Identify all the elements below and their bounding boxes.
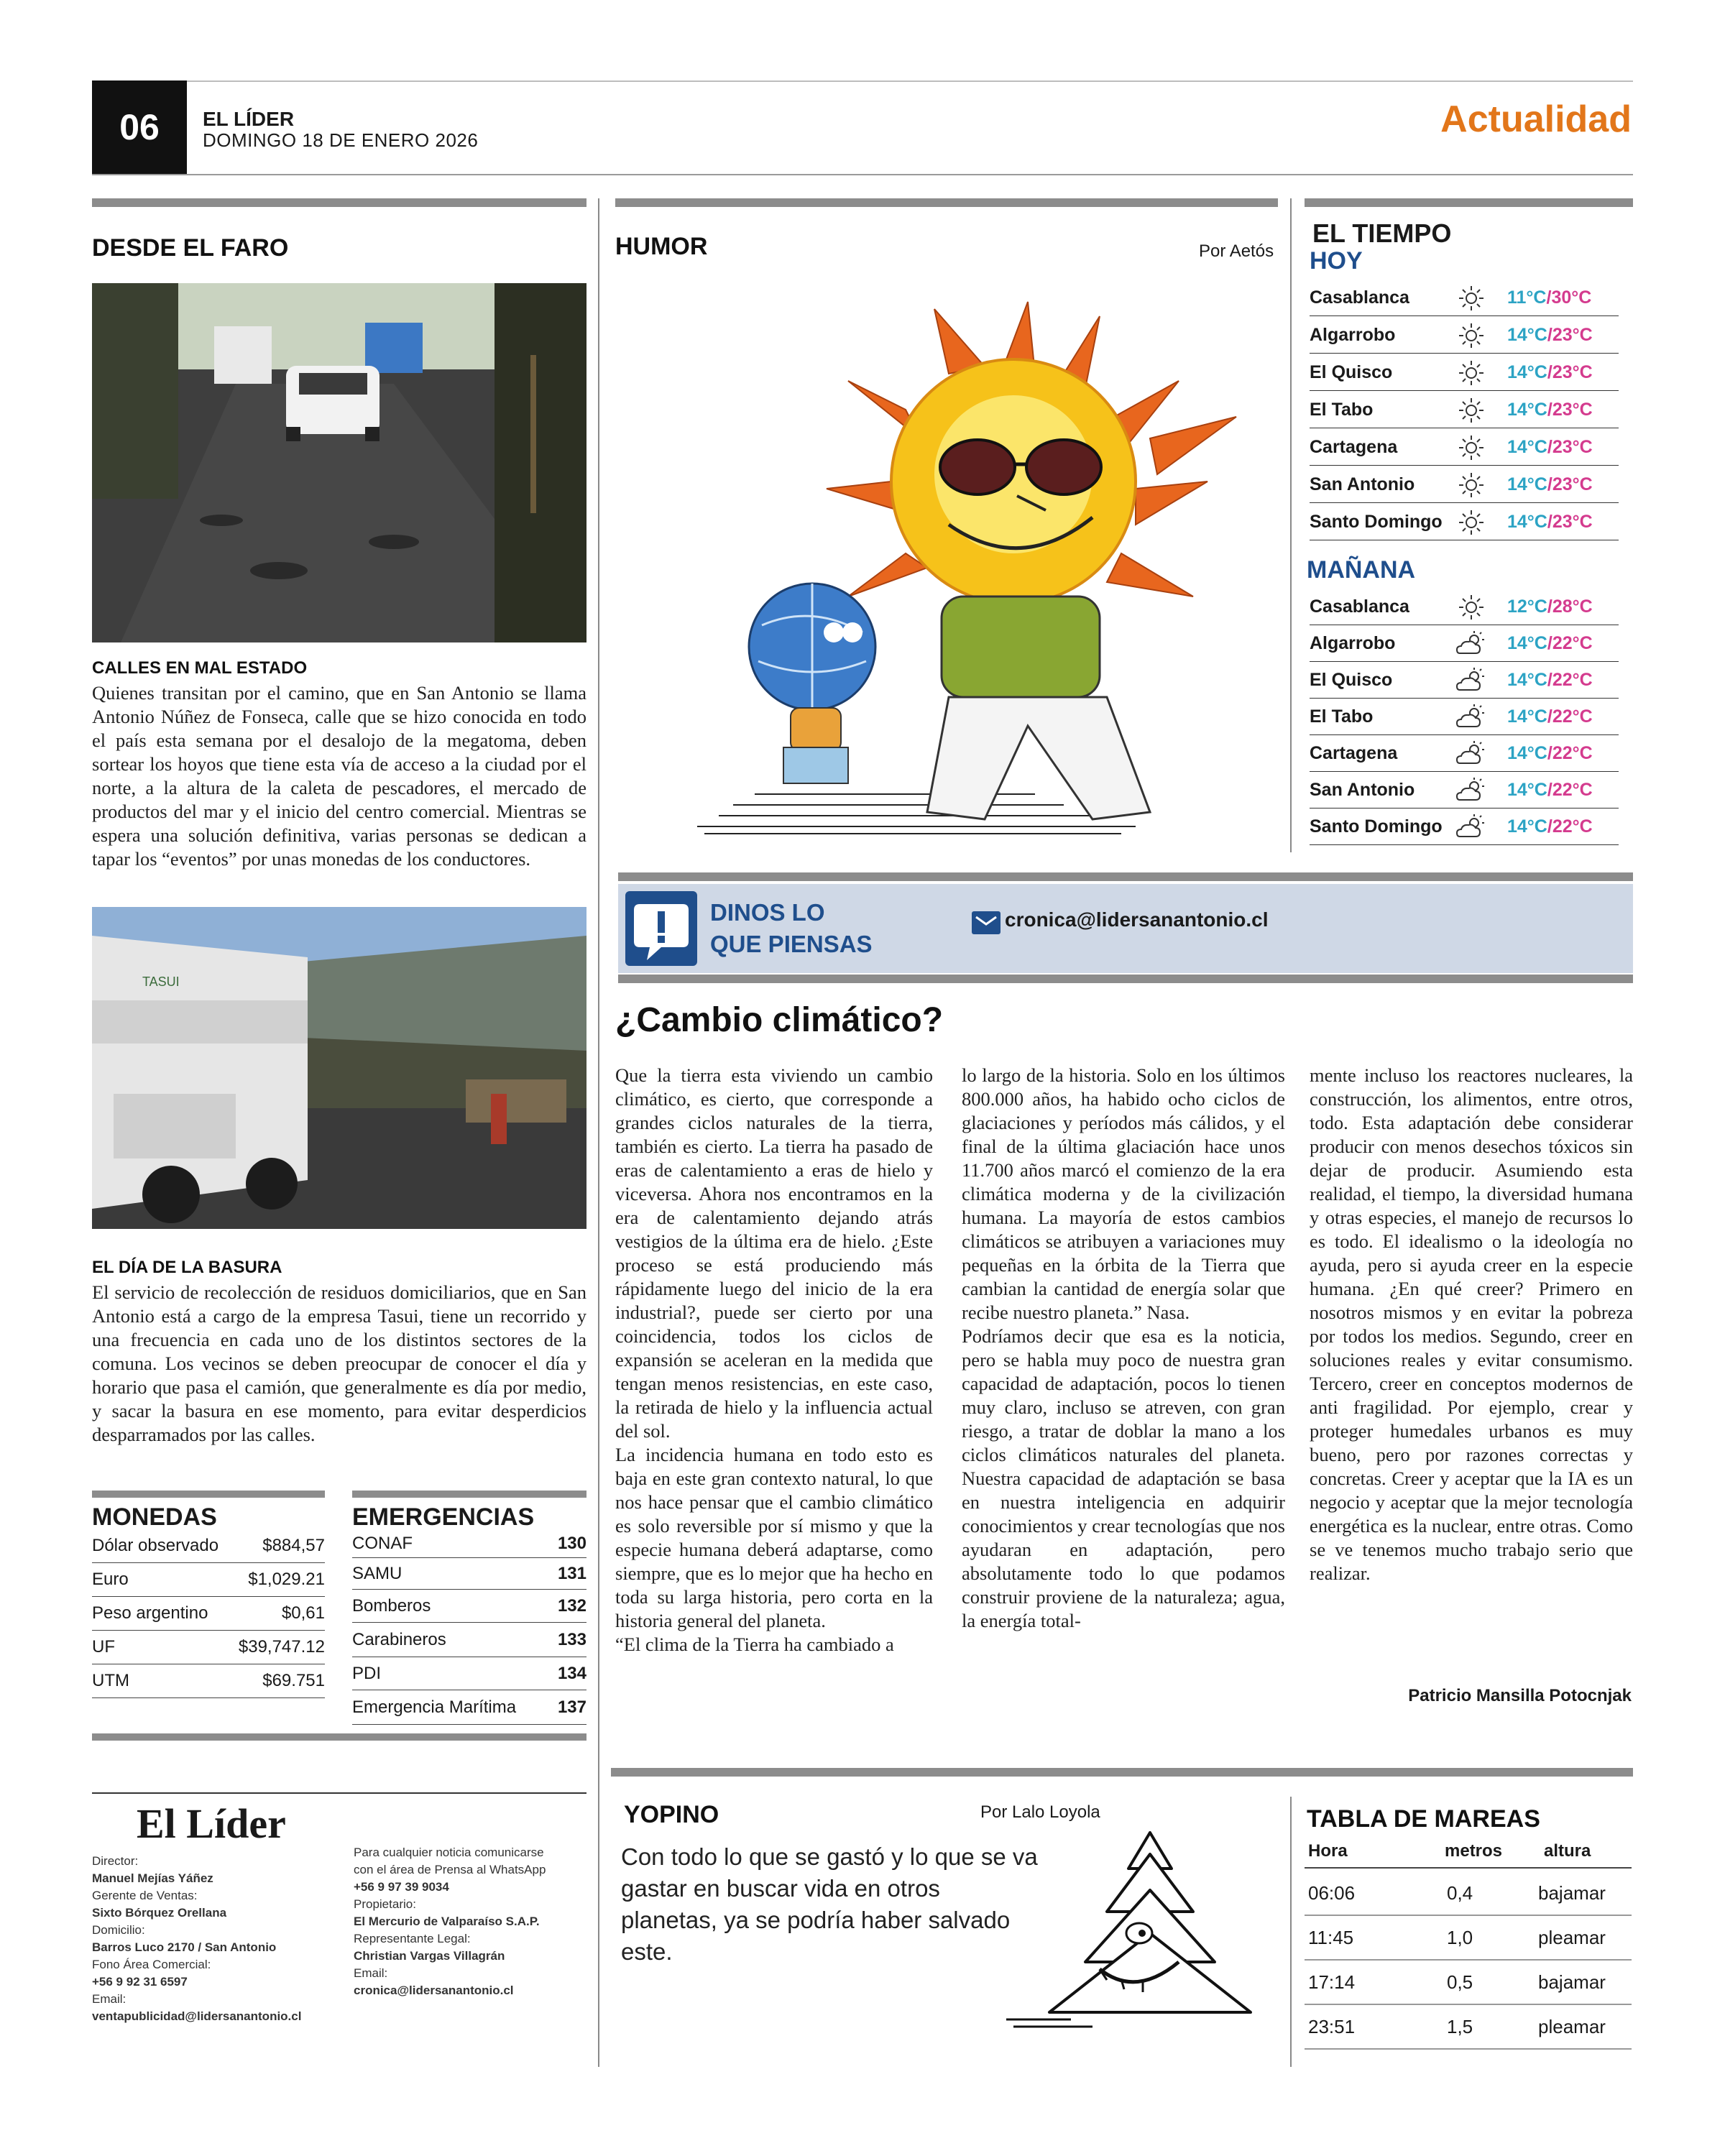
temp-min: 14°C xyxy=(1507,816,1547,837)
credit-label: con el área de Prensa al WhatsApp xyxy=(354,1863,546,1876)
column-divider xyxy=(598,198,599,2067)
temp-sep: / xyxy=(1547,670,1552,690)
weather-row xyxy=(1310,773,1619,808)
dinos-heading xyxy=(710,897,873,960)
sun-icon xyxy=(1450,433,1493,462)
weather-city: Casablanca xyxy=(1310,596,1409,617)
article-column-3: mente incluso los reactores nucleares, la construcción, los alimentos, entre otros, todo. Esta adaptación debe considerar producir con menos desechos tóxicos sin dejar de producir. Asumiendo esta realidad, el tiempo, la diversidad humana y otras especies, el manejo de recursos lo es todo. El idealismo o la ideología no ayuda, pero si ayuda creer en la especie humana. ¿En qué creer? Primero en nosotros mismos y en evitar la pobreza por todos los medios. Segundo, creer en soluciones reales y evitar consumismo. Tercero, creer en conceptos modernos de anti fragilidad. Por ejemplo, crear y proteger humedales urbanos es muy bueno, pero por razones correctas y concretas. Creer y aceptar que la IA es un negocio y aceptar que la mejor tecnología energética es la nuclear, entre otras. Como se ve tenemos mucho trabajo serio que realizar. xyxy=(1310,1064,1633,1584)
temp-max: 23°C xyxy=(1552,325,1593,345)
weather-city: Algarrobo xyxy=(1310,325,1396,345)
tide-hora: 23:51 xyxy=(1308,2015,1356,2037)
header-rule xyxy=(92,174,1633,175)
temp-max: 22°C xyxy=(1552,670,1593,690)
credit-value: Manuel Mejías Yáñez xyxy=(92,1871,213,1885)
article-title: ¿Cambio climático? xyxy=(615,1001,944,1039)
temp-max: 30°C xyxy=(1551,287,1592,308)
dinos-line-1: DINOS LO xyxy=(710,899,825,926)
monedas-table xyxy=(92,1529,325,1698)
weather-row xyxy=(1310,505,1619,540)
tide-metros: 0,5 xyxy=(1447,1971,1473,1993)
humor-byline: Por Aetós xyxy=(1199,241,1274,261)
weather-temp xyxy=(1507,816,1593,837)
weather-city: El Tabo xyxy=(1310,400,1374,420)
paper-name: EL LÍDER xyxy=(203,108,295,130)
temp-max: 22°C xyxy=(1552,816,1593,837)
weather-temp xyxy=(1507,706,1593,727)
caption-calles: CALLES EN MAL ESTADO xyxy=(92,658,308,678)
sun-icon xyxy=(1450,359,1493,387)
weather-temp xyxy=(1507,474,1593,495)
masthead-name: El Líder xyxy=(137,1800,286,1847)
temp-sep: / xyxy=(1547,780,1552,800)
credit-label: Propietario: xyxy=(354,1897,416,1911)
credit-label: Representante Legal: xyxy=(354,1932,471,1945)
credit-value: Barros Luco 2170 / San Antonio xyxy=(92,1940,277,1954)
temp-max: 23°C xyxy=(1552,512,1593,532)
temp-min: 14°C xyxy=(1507,474,1547,494)
temp-max: 23°C xyxy=(1552,400,1593,420)
tiempo-title: EL TIEMPO xyxy=(1312,218,1452,248)
faro-text-1: Quienes transitan por el camino, que en San Antonio se llama Antonio Núñez de Fonseca, calle que se hizo conocida en todo el país esta semana por el desalojo de la megatoma, deben sortear los hoyos que tiene esta vía de acceso a la ciudad por el norte, a la altura de la caleta de pescadores, el mercado de productos del mar y el inicio del centro comercial. Mientras se espera una solución definitiva, varias personas se dedican a tapar los “eventos” por unas monedas de los conductores. xyxy=(92,682,586,870)
tide-hora: 11:45 xyxy=(1308,1926,1354,1948)
temp-sep: / xyxy=(1547,816,1552,837)
temp-sep: / xyxy=(1547,633,1552,653)
yopino-byline: Por Lalo Loyola xyxy=(980,1802,1100,1822)
temp-min: 14°C xyxy=(1507,706,1547,727)
dinos-email[interactable]: cronica@lidersanantonio.cl xyxy=(1005,908,1269,931)
weather-city: El Quisco xyxy=(1310,362,1393,382)
weather-temp xyxy=(1507,362,1593,383)
garbage-truck-photo xyxy=(92,907,586,1229)
weather-temp xyxy=(1507,325,1593,346)
table-row: Dólar observado $884,57 xyxy=(92,1529,325,1563)
tide-altura: pleamar xyxy=(1538,1926,1606,1948)
table-row: UF $39,747.12 xyxy=(92,1631,325,1664)
article-column-1: Que la tierra esta viviendo un cambio climático, es cierto, que corresponde a grandes ciclos naturales de la tierra, también es cierto. La tierra ha pasado de eras de calentamiento a eras de hielo y viceversa. Ahora nos encontramos en la era de calentamiento dejando atrás vestigios de la última era de hielo. ¿Este proceso se está produciendo más rápidamente luego del inicio de la era industrial?, puede ser cierto por una coincidencia, todos los ciclos de expansión se aceleran en la medida que tengan menos resistencias, en este caso, la retirada de hielo y la influencia actual del sol. La incidencia humana en todo esto es baja en este gran contexto natural, lo que nos hace pensar que el cambio climático es solo reversible por sí mismo y que la especie humana deberá adaptarse, como siempre, que es lo mejor que ha hecho en toda su larga historia, pero corta en la historia general del planeta. “El clima de la Tierra ha cambiado a xyxy=(615,1064,933,1655)
temp-min: 14°C xyxy=(1507,633,1547,653)
credit-value: El Mercurio de Valparaíso S.A.P. xyxy=(354,1915,540,1928)
mail-icon xyxy=(972,911,1000,934)
whatsapp-number[interactable]: +56 9 97 39 9034 xyxy=(354,1880,449,1894)
temp-min: 14°C xyxy=(1507,512,1547,532)
weather-row xyxy=(1310,392,1619,428)
temp-max: 23°C xyxy=(1552,437,1593,457)
weather-temp xyxy=(1507,596,1593,617)
temp-sep: / xyxy=(1547,474,1552,494)
tide-row xyxy=(1305,1916,1632,1961)
mareas-title: TABLA DE MAREAS xyxy=(1307,1805,1540,1833)
temp-sep: / xyxy=(1546,287,1552,308)
weather-city: Santo Domingo xyxy=(1310,816,1443,837)
faro-title: DESDE EL FARO xyxy=(92,234,289,262)
column-divider xyxy=(1290,198,1292,852)
paper-date: DOMINGO 18 DE ENERO 2026 xyxy=(203,129,479,151)
temp-min: 12°C xyxy=(1507,596,1547,617)
section-bar xyxy=(92,1733,586,1741)
section-bar xyxy=(92,1491,325,1498)
weather-temp xyxy=(1507,512,1593,533)
exclamation-icon xyxy=(625,891,697,966)
dinos-line-2: QUE PIENSAS xyxy=(710,931,873,957)
mareas-header-metros: metros xyxy=(1445,1841,1503,1861)
credit-label: Domicilio: xyxy=(92,1923,145,1937)
weather-city: San Antonio xyxy=(1310,780,1415,800)
sun-icon xyxy=(1450,471,1493,499)
tiempo-hoy-label: HOY xyxy=(1310,247,1363,275)
temp-max: 23°C xyxy=(1552,362,1593,382)
credit-label: Fono Área Comercial: xyxy=(92,1958,211,1971)
temp-min: 14°C xyxy=(1507,670,1547,690)
tide-hora: 06:06 xyxy=(1308,1881,1356,1904)
section-bar xyxy=(611,1768,1633,1777)
temp-max: 22°C xyxy=(1552,743,1593,763)
weather-city: Santo Domingo xyxy=(1310,512,1443,532)
temp-max: 22°C xyxy=(1552,706,1593,727)
temp-max: 28°C xyxy=(1552,596,1593,617)
tide-metros: 1,0 xyxy=(1447,1926,1473,1948)
tree-cartoon xyxy=(1006,1825,1265,2034)
credit-label: Email: xyxy=(92,1992,126,2006)
weather-row xyxy=(1310,589,1619,625)
tide-altura: bajamar xyxy=(1538,1881,1606,1904)
masthead-credits-left xyxy=(92,1853,336,2025)
truck-sign: TASUI xyxy=(142,975,180,989)
article-author: Patricio Mansilla Potocnjak xyxy=(1408,1686,1632,1705)
weather-temp xyxy=(1507,670,1593,691)
weather-city: Algarrobo xyxy=(1310,633,1396,653)
weather-city: Cartagena xyxy=(1310,743,1398,763)
street-photo xyxy=(92,283,586,642)
temp-sep: / xyxy=(1547,596,1552,617)
partly-cloudy-icon xyxy=(1450,630,1493,658)
temp-sep: / xyxy=(1547,437,1552,457)
weather-row xyxy=(1310,355,1619,391)
yopino-text: Con todo lo que se gastó y lo que se va gastar en buscar vida en otros planetas, ya se podría haber salvado este. xyxy=(621,1843,1038,1965)
partly-cloudy-icon xyxy=(1450,666,1493,695)
section-bar xyxy=(352,1491,586,1498)
emergencias-table xyxy=(352,1529,586,1725)
sun-icon xyxy=(1450,396,1493,425)
table-row: Emergencia Marítima 137 xyxy=(352,1690,586,1725)
table-row: SAMU 131 xyxy=(352,1558,586,1590)
weather-city: Casablanca xyxy=(1310,287,1409,308)
temp-min: 14°C xyxy=(1507,437,1547,457)
credit-value: +56 9 92 31 6597 xyxy=(92,1975,188,1989)
temp-min: 14°C xyxy=(1507,780,1547,800)
emergencias-title: EMERGENCIAS xyxy=(352,1503,535,1531)
tide-row xyxy=(1305,1961,1632,2005)
rule xyxy=(92,1792,586,1794)
credit-label: Para cualquier noticia comunicarse xyxy=(354,1846,544,1859)
temp-min: 11°C xyxy=(1507,287,1547,308)
tide-row xyxy=(1305,2005,1632,2050)
tide-altura: pleamar xyxy=(1538,2015,1606,2037)
humor-cartoon xyxy=(690,295,1279,855)
temp-sep: / xyxy=(1547,706,1552,727)
temp-sep: / xyxy=(1547,512,1552,532)
weather-temp xyxy=(1507,437,1593,458)
article-column-2: lo largo de la historia. Solo en los últimos 800.000 años, ha habido ocho ciclos de glaciaciones y períodos más cálidos, y el final de la última glaciación hace unos 11.700 años marcó el comienzo de la era climática moderna y de la civilización humana. La mayoría de estos cambios climáticos se atribuyen a variaciones muy pequeñas en la órbita de la Tierra que cambian la cantidad de energía solar que recibe nuestro planeta.” Nasa. Podríamos decir que esa es la noticia, pero se habla muy poco de nuestra gran capacidad de adaptación, pocos lo tienen muy claro, incluso se atreven, con gran riesgo, a tratar de doblar la mano a los ciclos climáticos naturales del planeta. Nuestra capacidad de adaptación se basa en nuestra inteligencia en adquirir conocimientos y crear tecnologías que nos ayudaran en adaptación, pero absolutamente todo lo que podamos construir proviene de la naturaleza; agua, la energía total- xyxy=(962,1064,1285,1631)
weather-row xyxy=(1310,280,1619,316)
table-row: Euro $1,029.21 xyxy=(92,1563,325,1597)
masthead-credits-right xyxy=(354,1844,586,1999)
sun-icon xyxy=(1450,321,1493,350)
table-row: UTM $69.751 xyxy=(92,1664,325,1698)
section-bar xyxy=(618,872,1633,881)
top-rule xyxy=(92,80,1633,82)
credit-label: Director: xyxy=(92,1854,139,1868)
weather-row xyxy=(1310,809,1619,845)
table-row: PDI 134 xyxy=(352,1657,586,1690)
weather-city: Cartagena xyxy=(1310,437,1398,457)
table-row: Bomberos 132 xyxy=(352,1590,586,1623)
partly-cloudy-icon xyxy=(1450,703,1493,732)
partly-cloudy-icon xyxy=(1450,776,1493,805)
partly-cloudy-icon xyxy=(1450,740,1493,768)
weather-row xyxy=(1310,736,1619,772)
temp-sep: / xyxy=(1547,400,1552,420)
temp-min: 14°C xyxy=(1507,362,1547,382)
weather-row xyxy=(1310,430,1619,466)
temp-min: 14°C xyxy=(1507,325,1547,345)
caption-basura: EL DÍA DE LA BASURA xyxy=(92,1258,282,1277)
credit-value[interactable]: cronica@lidersanantonio.cl xyxy=(354,1984,514,1997)
weather-temp xyxy=(1507,287,1591,308)
credit-label: Gerente de Ventas: xyxy=(92,1889,198,1902)
table-row: Peso argentino $0,61 xyxy=(92,1597,325,1631)
monedas-title: MONEDAS xyxy=(92,1503,217,1531)
temp-max: 22°C xyxy=(1552,633,1593,653)
partly-cloudy-icon xyxy=(1450,813,1493,842)
tide-hora: 17:14 xyxy=(1308,1971,1356,1993)
sun-icon xyxy=(1450,593,1493,622)
sun-icon xyxy=(1450,284,1493,313)
weather-row xyxy=(1310,467,1619,503)
weather-row xyxy=(1310,663,1619,699)
temp-sep: / xyxy=(1547,325,1552,345)
credit-value: Sixto Bórquez Orellana xyxy=(92,1906,227,1920)
weather-row xyxy=(1310,318,1619,354)
weather-temp xyxy=(1507,743,1593,764)
tide-metros: 0,4 xyxy=(1447,1881,1473,1904)
credit-value[interactable]: ventapublicidad@lidersanantonio.cl xyxy=(92,2009,302,2023)
section-bar xyxy=(92,198,586,207)
temp-min: 14°C xyxy=(1507,743,1547,763)
temp-max: 23°C xyxy=(1552,474,1593,494)
tide-row xyxy=(1305,1871,1632,1916)
sun-icon xyxy=(1450,508,1493,537)
tide-altura: bajamar xyxy=(1538,1971,1606,1993)
mareas-header-hora: Hora xyxy=(1308,1841,1348,1861)
temp-sep: / xyxy=(1547,743,1552,763)
section-bar xyxy=(1305,198,1633,207)
temp-max: 22°C xyxy=(1552,780,1593,800)
yopino-title: YOPINO xyxy=(624,1801,719,1828)
weather-row xyxy=(1310,626,1619,662)
table-row: CONAF 130 xyxy=(352,1529,586,1558)
weather-row xyxy=(1310,699,1619,735)
mareas-header-altura: altura xyxy=(1544,1841,1591,1861)
weather-temp xyxy=(1507,400,1593,420)
rule xyxy=(1305,1867,1632,1869)
page-number: 06 xyxy=(92,80,187,174)
section-bar xyxy=(615,198,1278,207)
weather-temp xyxy=(1507,633,1593,654)
table-row: Carabineros 133 xyxy=(352,1623,586,1657)
temp-min: 14°C xyxy=(1507,400,1547,420)
faro-text-2: El servicio de recolección de residuos domiciliarios, que en San Antonio está a cargo de la empresa Tasui, tiene un recorrido y una frecuencia en cada uno de los distintos sectores de la comuna. Los vecinos se deben preocupar de conocer el día y horario que pasa el camión, que generalmente es día por medio, y sacar la basura en ese momento, para evitar desperdicios desparramados por las calles. xyxy=(92,1281,586,1445)
section-name: Actualidad xyxy=(1440,98,1632,140)
temp-sep: / xyxy=(1547,362,1552,382)
section-bar xyxy=(618,975,1633,983)
tiempo-manana-label: MAÑANA xyxy=(1307,556,1416,584)
credit-value: Christian Vargas Villagrán xyxy=(354,1949,505,1963)
weather-city: El Tabo xyxy=(1310,706,1374,727)
weather-city: El Quisco xyxy=(1310,670,1393,690)
weather-temp xyxy=(1507,780,1593,801)
column-divider xyxy=(1290,1797,1292,2067)
weather-city: San Antonio xyxy=(1310,474,1415,494)
humor-title: HUMOR xyxy=(615,233,708,260)
tide-metros: 1,5 xyxy=(1447,2015,1473,2037)
credit-label: Email: xyxy=(354,1966,388,1980)
